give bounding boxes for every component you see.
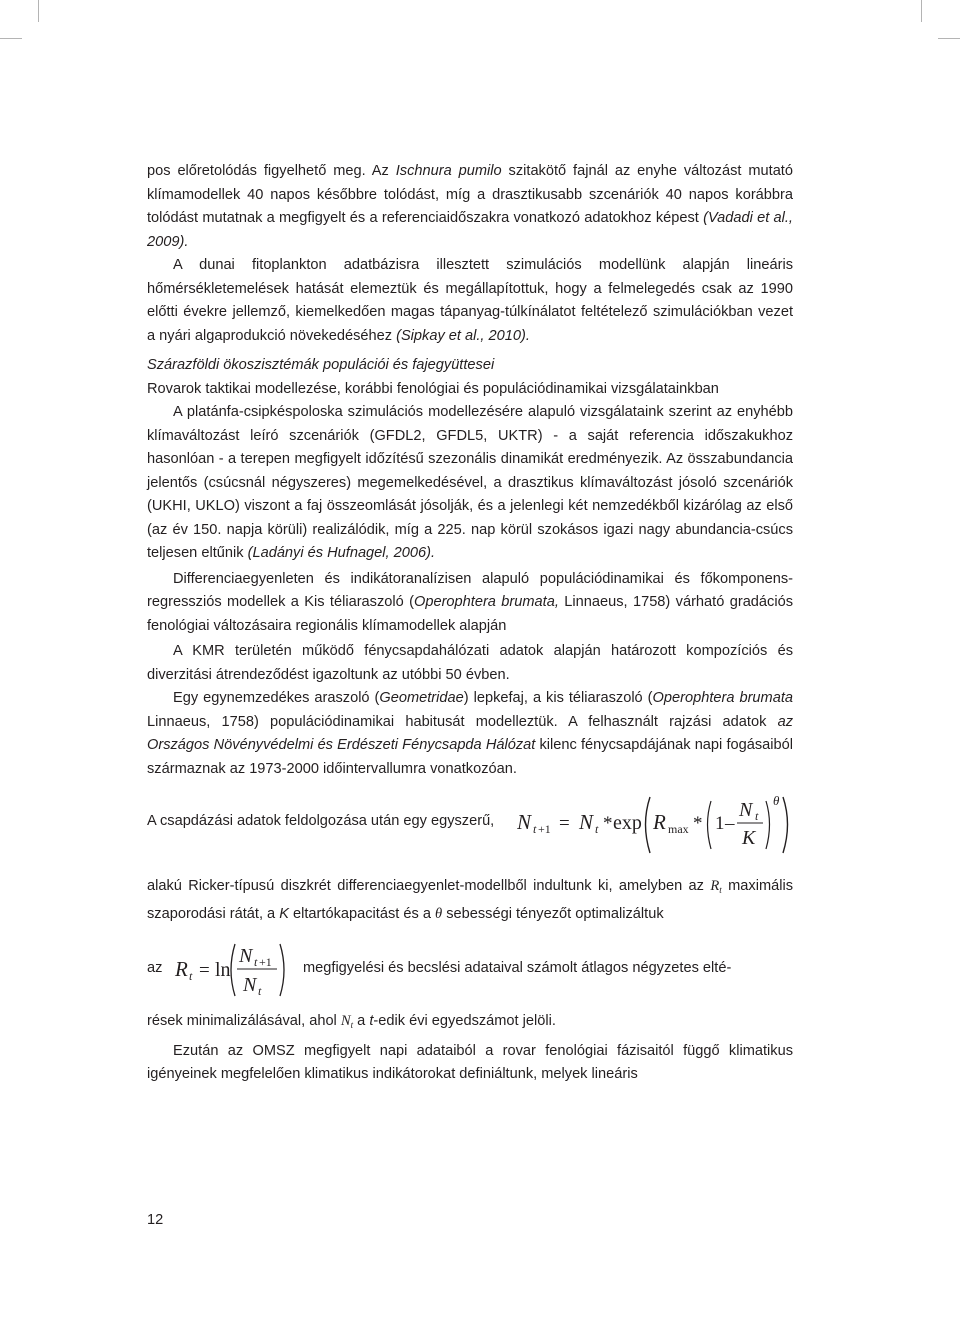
paragraph-7: Egy egynemzedékes araszoló (Geometridae) lepkefaj, a kis téliaraszoló (Operophtera brumata Linnaeus, 1758) populációdinamikai habitusát modelleztük. A felhasznált rajzási adatok az Országos Növényvédelmi és Erdészeti Fénycsapda Hálózat kilenc fénycsapdájának napi fogásaiból származnak az 1973-2000 időintervallumra vonatkozóan. [147,690,793,777]
eq-theta-exponent: θ [773,793,780,808]
section-heading: Szárazföldi ökoszisztémák populációi és fajegyüttesei [147,357,495,373]
ricker-equation-row [147,791,793,861]
eq-frac-N: N [739,799,753,821]
eq2-frac-N-bottom: N [243,974,257,996]
eq-big-paren-left [646,797,651,853]
eq-star: * [603,813,613,834]
eq-max-subscript: max [668,822,689,836]
equation2-prefix: az [147,960,163,976]
rt-equation-row [147,938,793,1000]
eq-t-subscript-rhs: t [595,822,599,836]
eq-equals: = [559,813,570,834]
paragraph-8: alakú Ricker-típusú diszkrét differenciaegyenlet-modellből indultunk ki, amelyben az $R_t$ maximális szaporodási rátát, a K eltartókapacitást és a θ sebességi tényezőt optimalizáltuk [147,878,794,922]
paragraph-10: Ezután az OMSZ megfigyelt napi adataiból a rovar fenológiai fázisaitól függő klimatikus igényeinek megfelelően klimatikus indikátorokat definiáltunk, melyek lineáris [147,1042,793,1082]
paragraph-3: Rovarok taktikai modellezése, korábbi fenológiai és populációdinamikai vizsgálatainkban [147,380,719,397]
eq-frac-K: K [742,827,756,849]
eq-N: N [517,810,532,834]
crop-mark-top-left-vertical [38,0,39,22]
rt-equation [173,940,299,1000]
eq2-equals: = [199,960,210,981]
eq2-t-subscript-top: t [254,955,258,969]
eq-t-subscript: t [533,822,537,836]
page-number: 12 [147,1212,164,1228]
eq2-plus-one-subscript: +1 [259,955,272,969]
paragraph-5: Differenciaegyenleten és indikátoranalízisen alapuló populációdinamikai és főkomponens-regressziós modellek a Kis téliaraszoló (Operophtera brumata, Linnaeus, 1758) várható gradációs fenológiai változásaira regionális klímamodellek alapján [147,570,793,634]
eq-plus-one-subscript: +1 [538,822,551,836]
equation2-trailing-text: megfigyelési és becslési adataival számolt átlagos négyzetes elté- [303,960,732,976]
paragraph-6: A KMR területén működő fénycsapdahálózati adatok alapján határozott kompozíciós és diverzitási átrendeződést igazoltunk az utóbbi 50 évben. [147,643,793,683]
eq2-ln: ln [215,959,231,981]
eq2-t-subscript-bottom: t [258,984,262,998]
crop-mark-top-right-vertical [921,0,922,22]
paragraph-2: A dunai fitoplankton adatbázisra illesztett szimulációs modellünk alapján lineáris hőmérsékletemelések hatását elemeztük és megállapítottuk, hogy a felmelegedés csak az 1990 előtti évekre jellemző, kiemelkedően magas tápanyag-túlkínálatot feltételező szimulációkban vezet a nyári algaprodukció növekedéséhez (Sipkay et al., 2010). [147,257,793,344]
eq-inner-paren-left [708,801,712,849]
eq2-R: R [175,957,188,981]
equation-intro-label: A csapdázási adatok feldolgozása után egy egyszerű, [147,813,495,829]
eq-one: 1 [715,813,725,834]
eq2-paren-right [280,944,284,996]
eq-star-2: * [693,813,703,834]
paragraph-4: A platánfa-csipkéspoloska szimulációs modellezésére alapuló vizsgálataink szerint az enyhébb klímaváltozást leíró szcenáriók (GFDL2, GFDL5, UKTR) - a saját referencia időszakukhoz hasonlóan - a terepen megfigyelt időzítésű szezonális dinamikát eredményezik. Az összabundancia jelentős (csúcsnál négyszeres) megemelkedésével, a drasztikus klímaváltozást jósoló szcenáriók (UKHI, UKLO) viszont a faj összeomlását jósolják, és a jelenlegi két nemzedékből kizárólag az első (az év 150. napja körüli) realizálódik, míg a 225. nap körül szokásos igazi nagy abundancia-csúcs teljesen eltűnik (Ladányi és Hufnagel, 2006). [147,404,793,561]
ricker-equation [517,791,793,857]
eq-N-rhs: N [579,810,594,834]
eq-frac-t-subscript: t [755,809,759,823]
eq-exp: exp [613,812,642,834]
eq2-frac-N-top: N [239,945,253,967]
eq-R: R [653,810,666,834]
paragraph-1: pos előretolódás figyelhető meg. Az Ischnura pumilo szitakötő fajnál az enyhe változást mutató klímamodellek 40 napos későbbre tolódást, míg a drasztikusabb szcenáriók 40 napos korábbra tolódást mutatnak a megfigyelt és a referenciaidőszakra vonatkozó adatokhoz képest (Vadadi et al., 2009). [147,163,793,250]
page-body [147,160,793,1087]
eq-minus: – [725,813,735,834]
paragraph-9: rések minimalizálásával, ahol $N_t$ a t-edik évi egyedszámot jelöli. [147,1013,556,1030]
eq-big-paren-right [783,797,788,853]
eq2-t-subscript: t [189,969,193,983]
crop-mark-top-right-horizontal [938,38,960,39]
crop-mark-top-left-horizontal [0,38,22,39]
eq2-paren-left [231,944,235,996]
eq-inner-paren-right [766,801,770,849]
